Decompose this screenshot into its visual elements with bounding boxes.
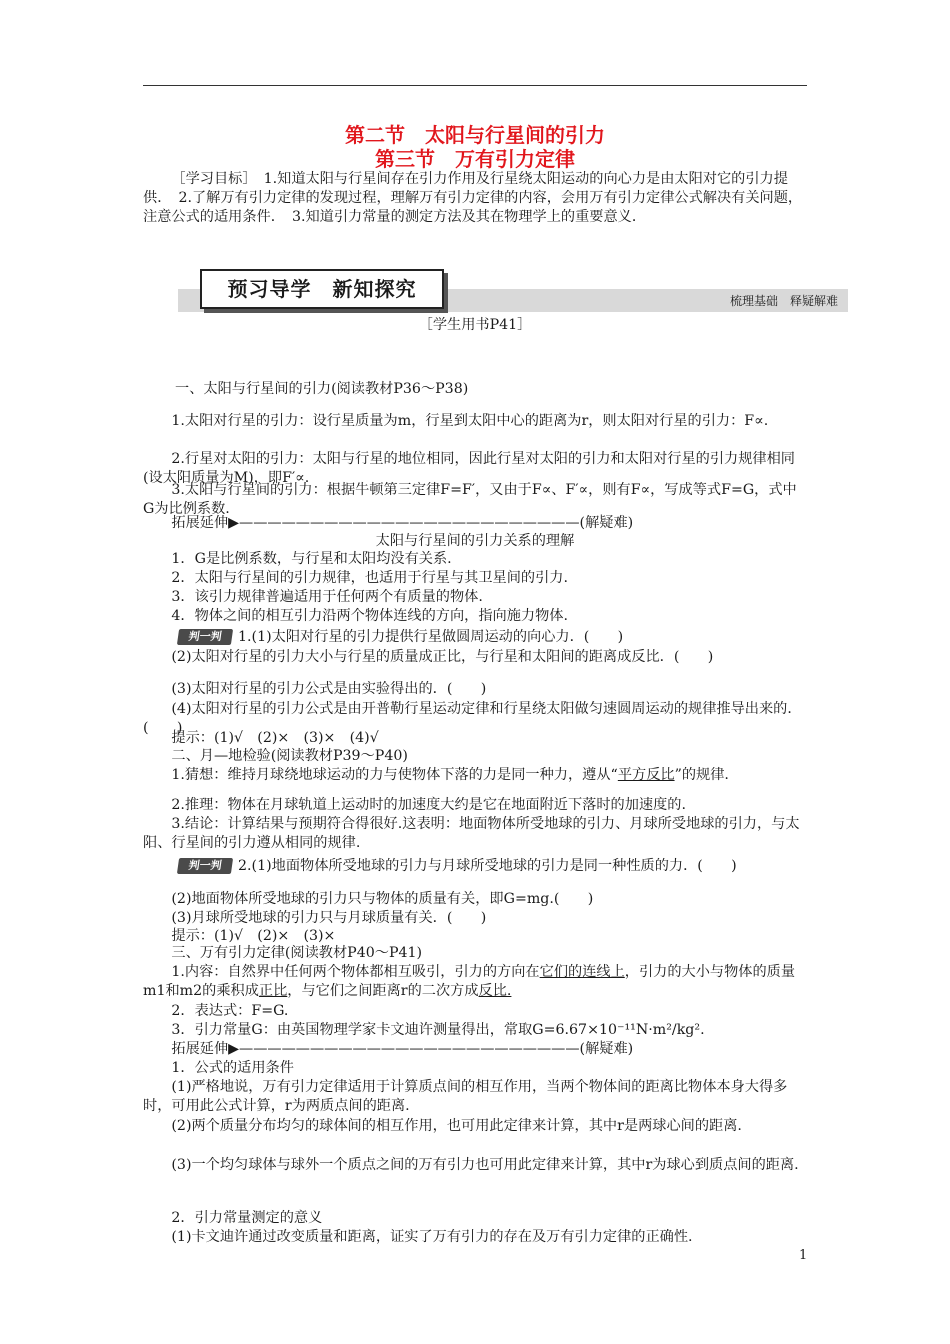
section-subtitle: 第三节 万有引力定律: [375, 147, 575, 171]
section-1-para-1: 1.太阳对行星的引力：设行星质量为m，行星到太阳中心的距离为r，则太阳对行星的引力：F∝.: [171, 413, 769, 429]
banner-title: 预习导学 新知探究: [200, 269, 444, 309]
extension-2-para-4: (1)卡文迪许通过改变质量和距离，证实了万有引力的存在及万有引力定律的正确性.: [171, 1229, 693, 1245]
judge-1-question-4: (4)太阳对行星的引力公式是由开普勒行星运动定律和行星绕太阳做匀速圆周运动的规律推导出来的．( ): [143, 701, 802, 736]
extension-1-item: 1．G是比例系数，与行星和太阳均没有关系.: [171, 551, 452, 567]
extension-1-label: 拓展延伸▶————————————————————————(解疑难): [171, 515, 634, 531]
text-run: 1.内容：自然界中任何两个物体都相互吸引，引力的方向在: [171, 964, 540, 980]
student-book-ref: ［学生用书P41］: [418, 317, 532, 333]
judge-1-question-1: [178, 628, 807, 647]
judge-1-question-3: (3)太阳对行星的引力公式是由实验得出的．( ): [171, 681, 487, 697]
extension-1-item: 2．太阳与行星间的引力规律，也适用于行星与其卫星间的引力.: [171, 570, 568, 586]
section-3-para-3: 3．引力常量G：由英国物理学家卡文迪许测量得出，常取G=6.67×10⁻¹¹N·m²/kg².: [171, 1022, 705, 1038]
text-run: ，引力的大小与物体的质量m1和m2的乘积成: [143, 964, 796, 999]
judge-2-question-2: (2)地面物体所受地球的引力只与物体的质量有关，即G=mg.( ): [171, 891, 594, 907]
judge-2-question-3: (3)月球所受地球的引力只与月球质量有关．( ): [171, 910, 487, 926]
section-2-para-3: 3.结论：计算结果与预期符合得很好.这表明：地面物体所受地球的引力、月球所受地球的引力，与太阳、行星间的引力遵从相同的规律.: [143, 816, 800, 851]
section-1-para-3: 3.太阳与行星间的引力：根据牛顿第三定律F=F′，又由于F∝、F′∝，则有F∝，写成等式F=G，式中G为比例系数.: [143, 482, 797, 517]
extension-2-para-1: (1)严格地说，万有引力定律适用于计算质点间的相互作用，当两个物体间的距离比物体本身大得多时，可用此公式计算，r为两质点间的距离.: [143, 1079, 788, 1114]
learning-objectives: ［学习目标］ 1.知道太阳与行星间存在引力作用及行星绕太阳运动的向心力是由太阳对它的引力提供． 2.了解万有引力定律的发现过程，理解万有引力定律的内容，会用万有引力定律公式解决有关问题，注意公式的适用条件． 3.知道引力常量的测定方法及其在物理学上的重要意义．: [143, 171, 803, 225]
section-3-para-2: 2．表达式：F=G.: [171, 1003, 289, 1019]
extension-1-item: 3．该引力规律普遍适用于任何两个有质量的物体.: [171, 589, 483, 605]
judge-1-question-2: (2)太阳对行星的引力大小与行星的质量成正比，与行星和太阳间的距离成反比．( ): [171, 649, 714, 665]
judge-2-question-1: [178, 857, 807, 876]
judge-badge: 判一判: [177, 858, 233, 874]
text-run: ”的规律.: [674, 767, 729, 783]
text-run: 1.猜想：维持月球绕地球运动的力与使物体下落的力是同一种力，遵从“: [171, 767, 618, 783]
page-number: 1: [799, 1248, 808, 1263]
judge-1-hint: 提示：(1)√ (2)× (3)× (4)√: [171, 730, 379, 746]
extension-2-para-2: (2)两个质量分布均匀的球体间的相互作用，也可用此定律来计算，其中r是两球心间的距离.: [171, 1118, 742, 1134]
extension-1-item: 4．物体之间的相互引力沿两个物体连线的方向，指向施力物体.: [171, 608, 568, 624]
judge-2-question-1-text: 2.(1)地面物体所受地球的引力与月球所受地球的引力是同一种性质的力．( ): [238, 858, 737, 874]
judge-2-hint: 提示：(1)√ (2)× (3)×: [171, 928, 336, 944]
banner-subtitle: 梳理基础 释疑解难: [729, 294, 838, 308]
section-title: 第二节 太阳与行星间的引力: [345, 123, 605, 147]
underlined-answer: 正比: [258, 983, 288, 999]
judge-1-question-1-text: 1.(1)太阳对行星的引力提供行星做圆周运动的向心力．( ): [238, 629, 624, 645]
underlined-answer: 反比.: [478, 983, 512, 999]
section-3-heading: 三、万有引力定律(阅读教材P40～P41): [171, 945, 423, 961]
section-banner: [178, 269, 848, 312]
extension-2-para-3: (3)一个均匀球体与球外一个质点之间的万有引力也可用此定律来计算，其中r为球心到质点间的距离.: [171, 1157, 799, 1173]
section-1-heading: 一、太阳与行星间的引力(阅读教材P36～P38): [175, 381, 469, 397]
section-2-para-2: 2.推理：物体在月球轨道上运动时的加速度大约是它在地面附近下落时的加速度的.: [171, 797, 687, 813]
extension-2-label: 拓展延伸▶————————————————————————(解疑难): [171, 1041, 634, 1057]
header-rule: [143, 85, 807, 86]
extension-1-title: 太阳与行星间的引力关系的理解: [375, 533, 575, 549]
section-1-para-2: 2.行星对太阳的引力：太阳与行星的地位相同，因此行星对太阳的引力和太阳对行星的引力规律相同(设太阳质量为M)，即F′∝.: [143, 451, 795, 486]
section-2-para-1: [143, 766, 807, 785]
underlined-answer: 平方反比: [617, 767, 675, 783]
underlined-answer: 它们的连线上: [539, 964, 625, 980]
section-3-para-1: [143, 963, 807, 1001]
extension-2-heading-2: 2．引力常量测定的意义: [171, 1210, 323, 1226]
text-run: ，与它们之间距离r的二次方成: [287, 983, 479, 999]
extension-2-heading-1: 1．公式的适用条件: [171, 1060, 294, 1076]
section-2-heading: 二、月—地检验(阅读教材P39～P40): [171, 748, 408, 764]
judge-badge: 判一判: [177, 629, 233, 645]
